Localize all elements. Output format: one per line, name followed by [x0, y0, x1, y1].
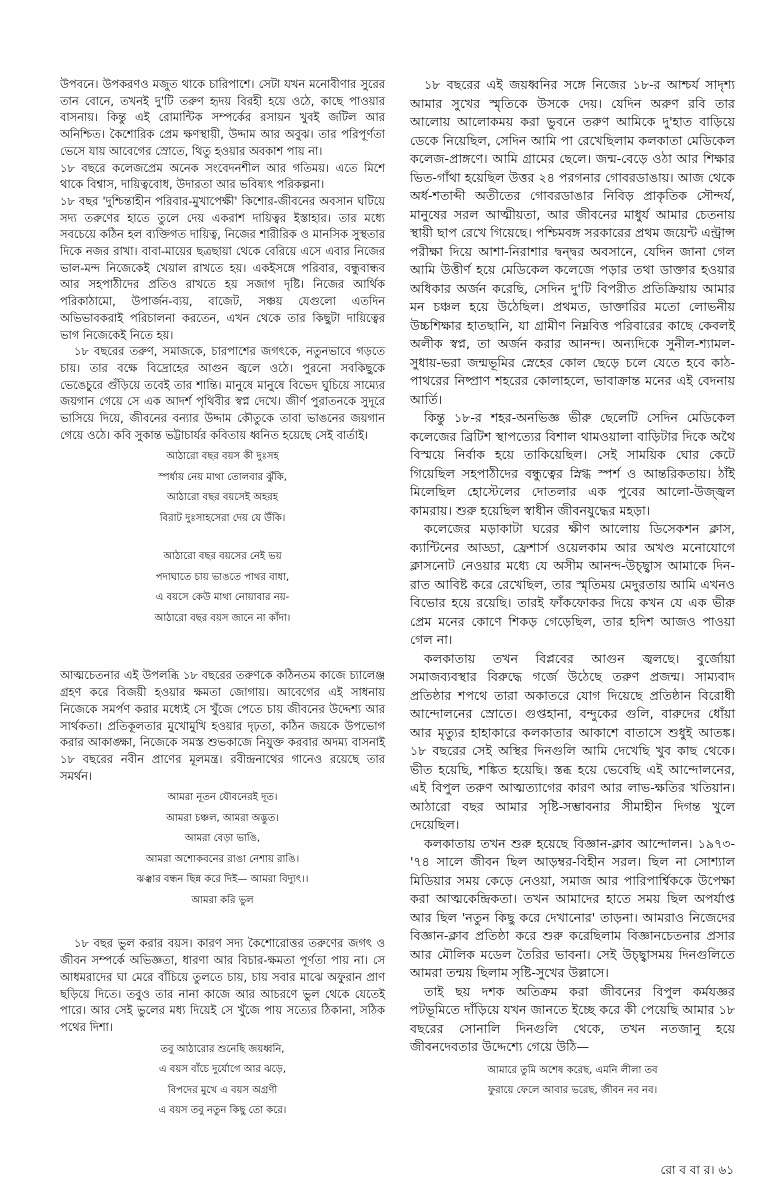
poem-line: আমরা চঞ্চল, আমরা অদ্ভুত।: [166, 812, 279, 824]
poem-line: এ বয়স বাঁচে দুর্যোগে আর ঝড়ে,: [158, 1064, 287, 1076]
paragraph: কলেজের মড়াকাটা ঘরের ক্ষীণ আলোয় ডিসেকশন ক্লাস, ক্যান্টিনের আড্ডা, ফ্রেশার্স ওয়েলকাম আর অখণ্ড মনোযোগে ক্লাসনোট নেওয়ার মধ্যে যে অসীম আনন্দ-উচ্ছ্বাস আমাকে দিন-রাত আবিষ্ট করে রেখেছিল, তার স্মৃতিময় মেদুরতায় আমি এখনও বিভোর হয়ে রয়েছি। তারই ফাঁকফোকর দিয়ে কখন যে এক ভীরু প্রেম মনের কোণে শিকড় গেড়েছিল, তার হদিশ আজও পাওয়া গেল না।: [410, 521, 735, 647]
poem-line: ঝঞ্ঝার বন্ধন ছিন্ন করে দিই— আমরা বিদ্যুৎ।।: [136, 874, 309, 886]
right-column: [410, 76, 735, 1108]
poem-stanza: [410, 1061, 735, 1102]
poem-line: আঠারো বছর বয়স জানে না কাঁদা।: [154, 612, 291, 624]
page-footer: রো ব বা র। ৬১: [660, 1163, 734, 1177]
paragraph: ১৮ বছরে কলেজপ্রেম অনেক সংবেদনশীল আর গতিময়। এতে মিশে থাকে বিশ্বাস, দায়িত্ববোধ, উদারতা আর ভবিষ্যৎ পরিকল্পনা।: [60, 160, 385, 192]
poem-line: আমারে তুমি অশেষ করেছ, এমনি লীলা তব: [487, 1064, 658, 1076]
paragraph: ১৮ বছর 'দুশ্চিন্তাহীন পরিবার-মুখাপেক্ষী' কিশোর-জীবনের অবসান ঘটিয়ে সদ্য তরুণের হাতে তুলে দেয় একরাশ দায়িত্বর ইস্তাহার। তার মধ্যে সবচেয়ে কঠিন হল ব্যক্তিগত দায়িত্ব, নিজের শারীরিক ও মানসিক সুস্থতার দিকে নজর রাখা। বাবা-মায়ের ছত্রছায়া থেকে বেরিয়ে এসে এবার নিজের ভাল-মন্দ নিজেকেই খেয়াল রাখতে হয়। একইসঙ্গে পরিবার, বন্ধুবান্ধব আর সহপাঠীদের প্রতিও রাখতে হয় সজাগ দৃষ্টি। নিজের আর্থিক পরিকাঠামো, উপার্জন-ব্যয়, বাজেট, সঞ্চয় যেগুলো এতদিন অভিভাবকরাই পরিচালনা করতেন, এখন থেকে তার কিছুটা দায়িত্বের ভাগ নিজেকেই নিতে হয়।: [60, 193, 385, 342]
poem-line: এ বয়স তবু নতুন কিছু তো করে।: [158, 1105, 287, 1117]
paragraph: ১৮ বছরের তরুণ, সমাজকে, চারপাশের জগৎকে, নতুনভাবে গড়তে চায়। তার বক্ষে বিদ্রোহের আগুন জ্বলে ওঠে। পুরনো সবকিছুকে ভেঙেচুরে গুঁড়িয়ে তবেই তার শান্তি। মানুষে মানুষে বিভেদ ঘুচিয়ে সাম্যের জয়গান গেয়ে সে এক আদর্শ পৃথিবীর স্বপ্ন দেখে। জীর্ণ পুরাতনকে সুদূরে ভাসিয়ে দিয়ে, জীবনের বন্যার উদ্দাম কৌতুকে তাবা ভাঙনের জয়গান গেয়ে ওঠে। কবি সুকান্ত ভট্টাচার্যর কবিতায় ধ্বনিত হয়েছে সেই বার্তাই।: [60, 344, 385, 442]
poem-line: বিপদের মুখে এ বয়স অগ্রণী: [167, 1084, 278, 1096]
poem-line: আমরা বেড়া ভাঙি,: [184, 833, 261, 845]
poem-line: ফুরায়ে ফেলে আবার ভরেছ, জীবন নব নব।: [487, 1085, 658, 1096]
poem-line: বিরাট দুঃসাহসেরা দেয় যে উঁকি।: [159, 512, 286, 524]
poem-line: আঠারো বছর বয়সের নেই ভয়: [163, 551, 282, 563]
section-gap: [60, 917, 385, 935]
poem-line: স্পর্ধায় নেয় মাথা তোলবার ঝুঁকি,: [158, 471, 287, 483]
poem-stanza: [60, 788, 385, 911]
poem-line: আমরা অশোকবনের রাঙা নেশায় রাঙি।: [145, 853, 300, 865]
poem-line: আঠারো বছর বয়স কী দুঃসহ: [166, 451, 279, 463]
left-column: [60, 76, 385, 1128]
paragraph: আত্মচেতনার এই উপলব্ধি ১৮ বছরের তরুণকে কঠিনতম কাজে চ্যালেঞ্জ গ্রহণ করে বিজয়ী হওয়ার ক্ষমতা জোগায়। আবেগের এই সাধনায় নিজেকে সমর্পণ করার মধ্যেই সে খুঁজে পেতে চায় জীবনের উদ্দেশ্য আর সার্থকতা। প্রতিকূলতার মুখোমুখি হওয়ার দৃঢ়তা, কঠিন জয়কে উপভোগ করার আকাঙ্ক্ষা, নিজেকে সমস্ত শুভকাজে নিযুক্ত করবার অদম্য বাসনাই ১৮ বছরের নবীন প্রাণের মূলমন্ত্র। রবীন্দ্রনাথের গানেও রয়েছে তার সমর্থন।: [60, 668, 385, 783]
paragraph: ১৮ বছর ভুল করার বয়স। কারণ সদ্য কৈশোরোত্তর তরুণের জগৎ ও জীবন সম্পর্কে অভিজ্ঞতা, ধারণা আর বিচার-ক্ষমতা পূর্ণতা পায় না। সে আধমরাদের ঘা মেরে বাঁচিয়ে তুলতে চায়, চায় সবার মাঝে অফুরান প্রাণ ছড়িয়ে দিতে। তবুও তার নানা কাজে আর আচরণে ভুল থেকে যেতেই পারে। আর সেই ভুলের মধ্য দিয়েই সে খুঁজে পায় সত্যের ঠিকানা, সঠিক পথের দিশা।: [60, 936, 385, 1034]
poem-stanza: [60, 447, 385, 629]
stanza-gap: [60, 529, 385, 547]
paragraph: ১৮ বছরের এই জয়ধ্বনির সঙ্গে নিজের ১৮-র আশ্চর্য সাদৃশ্য আমার সুখের স্মৃতিকে উসকে দেয়। যেদিন অরুণ রবি তার আলোয় আলোকময় করা ভুবনে তরুণ আমিকে দু'হাত বাড়িয়ে ডেকে নিয়েছিল, সেদিন আমি পা রেখেছিলাম কলকাতা মেডিকেল কলেজ-প্রাঙ্গণে। আমি গ্রামের ছেলে। জন্ম-বেড়ে ওঠা আর শিক্ষার ভিত-গাঁথা হয়েছিল উত্তর ২৪ পরগনার গোবরডাঙায়। আজ থেকে অর্ধ-শতাব্দী অতীতের গোবরডাঙার নিবিড় প্রাকৃতিক সৌন্দর্য, মানুষের সরল আত্মীয়তা, আর জীবনের মাধুর্য আমার চেতনায় স্থায়ী ছাপ রেখে গিয়েছে। পশ্চিমবঙ্গ সরকারের প্রথম জয়েন্ট এন্ট্রান্স পরীক্ষা দিয়ে আশা-নিরাশার দ্বন্দ্বর অবসানে, যেদিন জানা গেল আমি উত্তীর্ণ হয়ে মেডিকেল কলেজে পড়ার তথা ডাক্তার হওয়ার অধিকার অর্জন করেছি, সেদিন দু'টি বিপরীত প্রতিক্রিয়ায় আমার মন চঞ্চল হয়ে উঠেছিল। প্রথমত, ডাক্তারির মতো লোভনীয় উচ্চশিক্ষার হাতছানি, যা গ্রামীণ নিম্নবিত্ত পরিবারের কাছে কেবলই অলীক স্বপ্ন, তা অর্জন করার আনন্দ। অন্যদিকে সুনীল-শ্যামল-সুধায়-ভরা জন্মভূমির স্নেহের কোল ছেড়ে চলে যেতে হবে কাঠ-পাথরের নিষ্প্রাণ শহরের কোলাহলে, ভাবাক্রান্ত মনের এই বেদনায় আর্তি।: [410, 77, 735, 407]
poem-line: আমরা করি ভুল: [191, 894, 254, 906]
paragraph: কিন্তু ১৮-র শহর-অনভিজ্ঞ ভীরু ছেলেটি সেদিন মেডিকেল কলেজের ব্রিটিশ স্থাপত্যের বিশাল থামওয়ালা বাড়িটার দিকে অথৈ বিস্ময়ে নির্বাক হয়ে তাকিয়েছিল। সেই সাময়িক ঘোর কেটে গিয়েছিল সহপাঠীদের বন্ধুত্বের স্নিগ্ধ স্পর্শ ও আন্তরিকতায়। ঠাঁই মিলেছিল হোস্টেলের দোতলার এক পুবের আলো-উজ্জ্বল কামরায়। শুরু হয়েছিল স্বাধীন জীবনযুদ্ধের মহড়া।: [410, 410, 735, 518]
poem-line: এ বয়সে কেউ মাথা নোয়াবার নয়-: [155, 592, 290, 604]
paragraph: কলকাতায় তখন শুরু হয়েছে বিজ্ঞান-ক্লাব আন্দোলন। ১৯৭৩-'৭৪ সালে জীবন ছিল আড়ম্বর-বিহীন সরল। ছিল না সোশ্যাল মিডিয়ার সময় কেড়ে নেওয়া, সমাজ আর পারিপার্শ্বিককে উপেক্ষা করা আত্মকেন্দ্রিকতা। তখন আমাদের হাতে সময় ছিল অপর্যাপ্ত আর ছিল 'নতুন কিছু করে দেখানোর' তাড়না। আমরাও নিজেদের বিজ্ঞান-ক্লাব প্রতিষ্ঠা করে শুরু করেছিলাম বিজ্ঞানচেতনার প্রসার আর মৌলিক মডেল তৈরির ভাবনা। সেই উচ্ছ্বাসময় দিনগুলিতে আমরা তন্ময় ছিলাম সৃষ্টি-সুখের উল্লাসে।: [410, 835, 735, 980]
poem-stanza: [60, 1040, 385, 1122]
paragraph: কলকাতায় তখন বিপ্লবের আগুন জ্বলছে। বুর্জোয়া সমাজব্যবস্থার বিরুদ্ধে গর্জে উঠেছে তরুণ প্রজন্ম। সাম্যবাদ প্রতিষ্ঠার শপথে তারা অকাতরে যোগ দিয়েছে প্রতিষ্ঠান বিরোধী আন্দোলনের স্রোতে। গুপ্তহানা, বন্দুকের গুলি, বারুদের ধোঁয়া আর মৃত্যুর হাহাকারে কলকাতার আকাশে বাতাসে শুধুই আতঙ্ক। ১৮ বছরের সেই অস্থির দিনগুলি আমি দেখেছি খুব কাছ থেকে। ভীত হয়েছি, শঙ্কিত হয়েছি। স্তব্ধ হয়ে ভেবেছি এই আন্দোলনের, এই বিপুল তরুণ আত্মত্যাগের কারণ আর লাভ-ক্ষতির খতিয়ান। আঠারো বছর আমার সৃষ্টি-সম্ভাবনার সীমাহীন দিগন্ত খুলে দেয়েছিল।: [410, 650, 735, 832]
poem-line: তবু আঠারোর শুনেছি জয়ধ্বনি,: [160, 1043, 285, 1055]
section-gap: [60, 635, 385, 667]
paragraph: তাই ছয় দশক অতিক্রম করা জীবনের বিপুল কর্মযজ্ঞর পটভূমিতে দাঁড়িয়ে যখন জানতে ইচ্ছে করে কী পেয়েছি আমার ১৮ বছরের সোনালি দিনগুলি থেকে, তখন নতজানু হয়ে জীবনদেবতার উদ্দেশ্যে গেয়ে উঠি—: [410, 983, 735, 1054]
poem-line: আমরা নূতন যৌবনেরই দূত।: [167, 792, 278, 804]
poem-line: পদাঘাতে চায় ভাঙতে পাথর বাধা,: [155, 571, 290, 583]
poem-line: আঠারো বছর বয়সেই অহরহ: [167, 492, 278, 504]
paragraph: উপবনে। উপকরণও মজুত থাকে চারিপাশে। সেটা যখন মনোবীণার সুরের তান বোনে, তখনই দু'টি তরুণ হৃদয় বিরহী হয়ে ওঠে, কাছে পাওয়ার বাসনায়। কিন্তু এই রোমান্টিক সম্পর্কের রসায়ন খুবই জটিল আর অনিশ্চিত। কৈশোরিক প্রেম ক্ষণস্থায়ী, উদ্দাম আর অবুঝ। তার পরিপূর্ণতা ভেসে যায় আবেগের স্রোতে, থিতু হওয়ার অবকাশ পায় না।: [60, 77, 385, 158]
